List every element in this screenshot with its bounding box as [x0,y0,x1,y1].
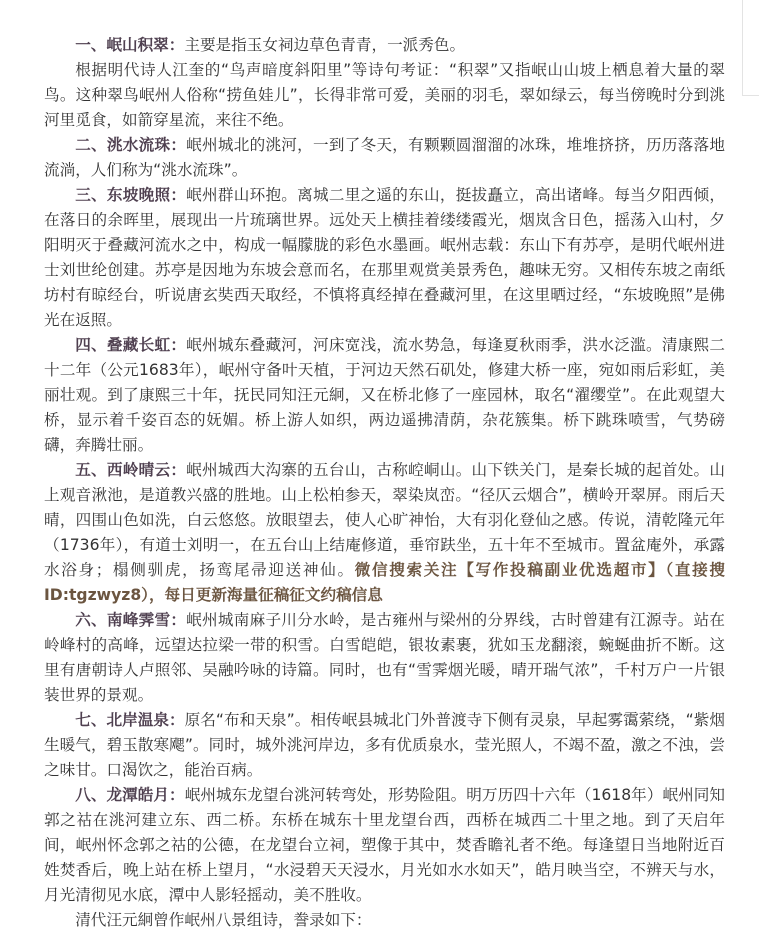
paragraph-nanfeng-jixue [44,608,725,708]
section-heading: 三、东坡晚照： [75,186,187,204]
paragraph-poem-intro [44,908,725,933]
section-heading: 一、岷山积翠： [75,36,185,54]
paragraph-text: 岷州城东叠藏河，河床宽浅，流水势急，每逢夏秋雨季，洪水泛滥。清康熙二十二年（公元1683年），岷州守备叶天植，于河边天然石矶处，修建大桥一座，宛如雨后彩虹，美丽壮观。到了康熙三十年，抚民同知汪元絅，又在桥北修了一座园林，取名“濯缨堂”。在此观望大桥，显示着千姿百态的妩媚。桥上游人如织，两边遥拂清荫，杂花簇集。桥下跳珠喷雪，气势磅礴，奔腾壮丽。 [44,336,725,454]
section-heading: 七、北岸温泉： [75,711,185,729]
paragraph-text: 岷州城西大沟寨的五台山，古称崆峒山。山下铁关门，是秦长城的起首处。山上观音湫池，是道教兴盛的胜地。山上松柏参天，翠染岚峦。“径仄云烟合”，横岭开翠屏。雨后天晴，四围山色如洗，白云悠悠。放眼望去，使人心旷神怡，大有羽化登仙之感。传说，清乾隆元年（1736年），有道士刘明一，在五台山上结庵修道，垂帘趺坐，五十年不至城市。置盆庵外，承露水浴身；榻侧驯虎，扬鸾尾帚迎送神仙。 [44,461,725,579]
paragraph-text: 岷州城北的洮河，一到了冬天，有颗颗圆溜溜的冰珠，堆堆挤挤，历历落落地流淌，人们称为“洮水流珠”。 [44,136,725,179]
paragraph-longtan-haoyue [44,783,725,908]
paragraph-text: 岷州群山环抱。离城二里之遥的东山，挺拔矗立，高出诸峰。每当夕阳西倾，在落日的余晖里，展现出一片琉璃世界。远处天上横挂着缕缕霞光，烟岚含日色，摇荡入山村，夕阳明灭于叠藏河流水之中，构成一幅朦胧的彩色水墨画。岷州志载：东山下有苏亭，是明代岷州进士刘世纶创建。苏亭是因地为东坡会意而名，在那里观赏美景秀色，趣味无穷。又相传东坡之南纸坊村有晾经台，听说唐玄奘西天取经，不慎将真经掉在叠藏河里，在这里晒过经，“东坡晚照”是佛光在返照。 [44,186,725,329]
paragraph-dongpo-wanzhao [44,183,725,333]
paragraph-taoshui-liuzhu [44,133,725,183]
paragraph-text: 清代汪元絅曾作岷州八景组诗，誊录如下： [75,911,372,929]
section-heading: 五、西岭晴云： [75,461,187,479]
paragraph-text: 主要是指玉女祠边草色青青，一派秀色。 [184,36,466,54]
paragraph-text: 岷州城南麻子川分水岭，是古雍州与梁州的分界线，古时曾建有江源寺。站在岭峰村的高峰，远望达拉梁一带的积雪。白雪皑皑，银妆素裹，犹如玉龙翻滚，蜿蜒曲折不断。这里有唐朝诗人卢照邻、吴融吟咏的诗篇。同时，也有“雪霁烟光暖，晴开瑞气浓”，千村万户一片银装世界的景观。 [44,611,725,704]
paragraph-text: 岷州城东龙望台洮河转弯处，形势险阻。明万历四十六年（1618年）岷州同知郭之祜在洮河建立东、西二桥。东桥在城东十里龙望台西，西桥在城西二十里之地。到了天启年间，岷州怀念郭之祜的公德，在龙望台立祠，塑像于其中，焚香瞻礼者不绝。每逢望日当地附近百姓焚香后，晚上站在桥上望月，“水浸碧天天浸水，月光如水水如天”，皓月映当空，不辨天与水，月光清彻见水底，潭中人影轻摇动，美不胜收。 [44,786,725,904]
promo-text: 微信搜索关注【写作投稿副业优选超市】（直接搜ID:tgzwyz8），每日更新海量征稿征文约稿信息 [44,561,725,604]
paragraph-xiling-qingyun [44,458,725,608]
paragraph-text: 原名“布和天泉”。相传岷县城北门外普渡寺下侧有灵泉，早起雾霭萦绕，“紫烟生暖气，碧玉散寒飔”。同时，城外洮河岸边，多有优质泉水，莹光照人，不竭不盈，激之不浊，尝之味甘。口渴饮之，能治百病。 [44,711,725,779]
paragraph-diezang-changhong [44,333,725,458]
side-panel-edge [742,0,759,96]
article-body [44,33,725,933]
paragraph-beian-wenquan [44,708,725,783]
paragraph-minshan-jicui [44,33,725,58]
section-heading: 四、叠藏长虹： [75,336,187,354]
section-heading: 八、龙潭皓月： [75,786,185,804]
paragraph-jicui-note [44,58,725,133]
section-heading: 六、南峰霁雪： [75,611,187,629]
paragraph-text: 根据明代诗人江奎的“鸟声暗度斜阳里”等诗句考证：“积翠”又指岷山山坡上栖息着大量的翠鸟。这种翠鸟岷州人俗称“捞鱼娃儿”，长得非常可爱，美丽的羽毛，翠如绿云，每当傍晚时分到洮河里觅食，如箭穿星流，来往不绝。 [44,61,725,129]
section-heading: 二、洮水流珠： [75,136,187,154]
